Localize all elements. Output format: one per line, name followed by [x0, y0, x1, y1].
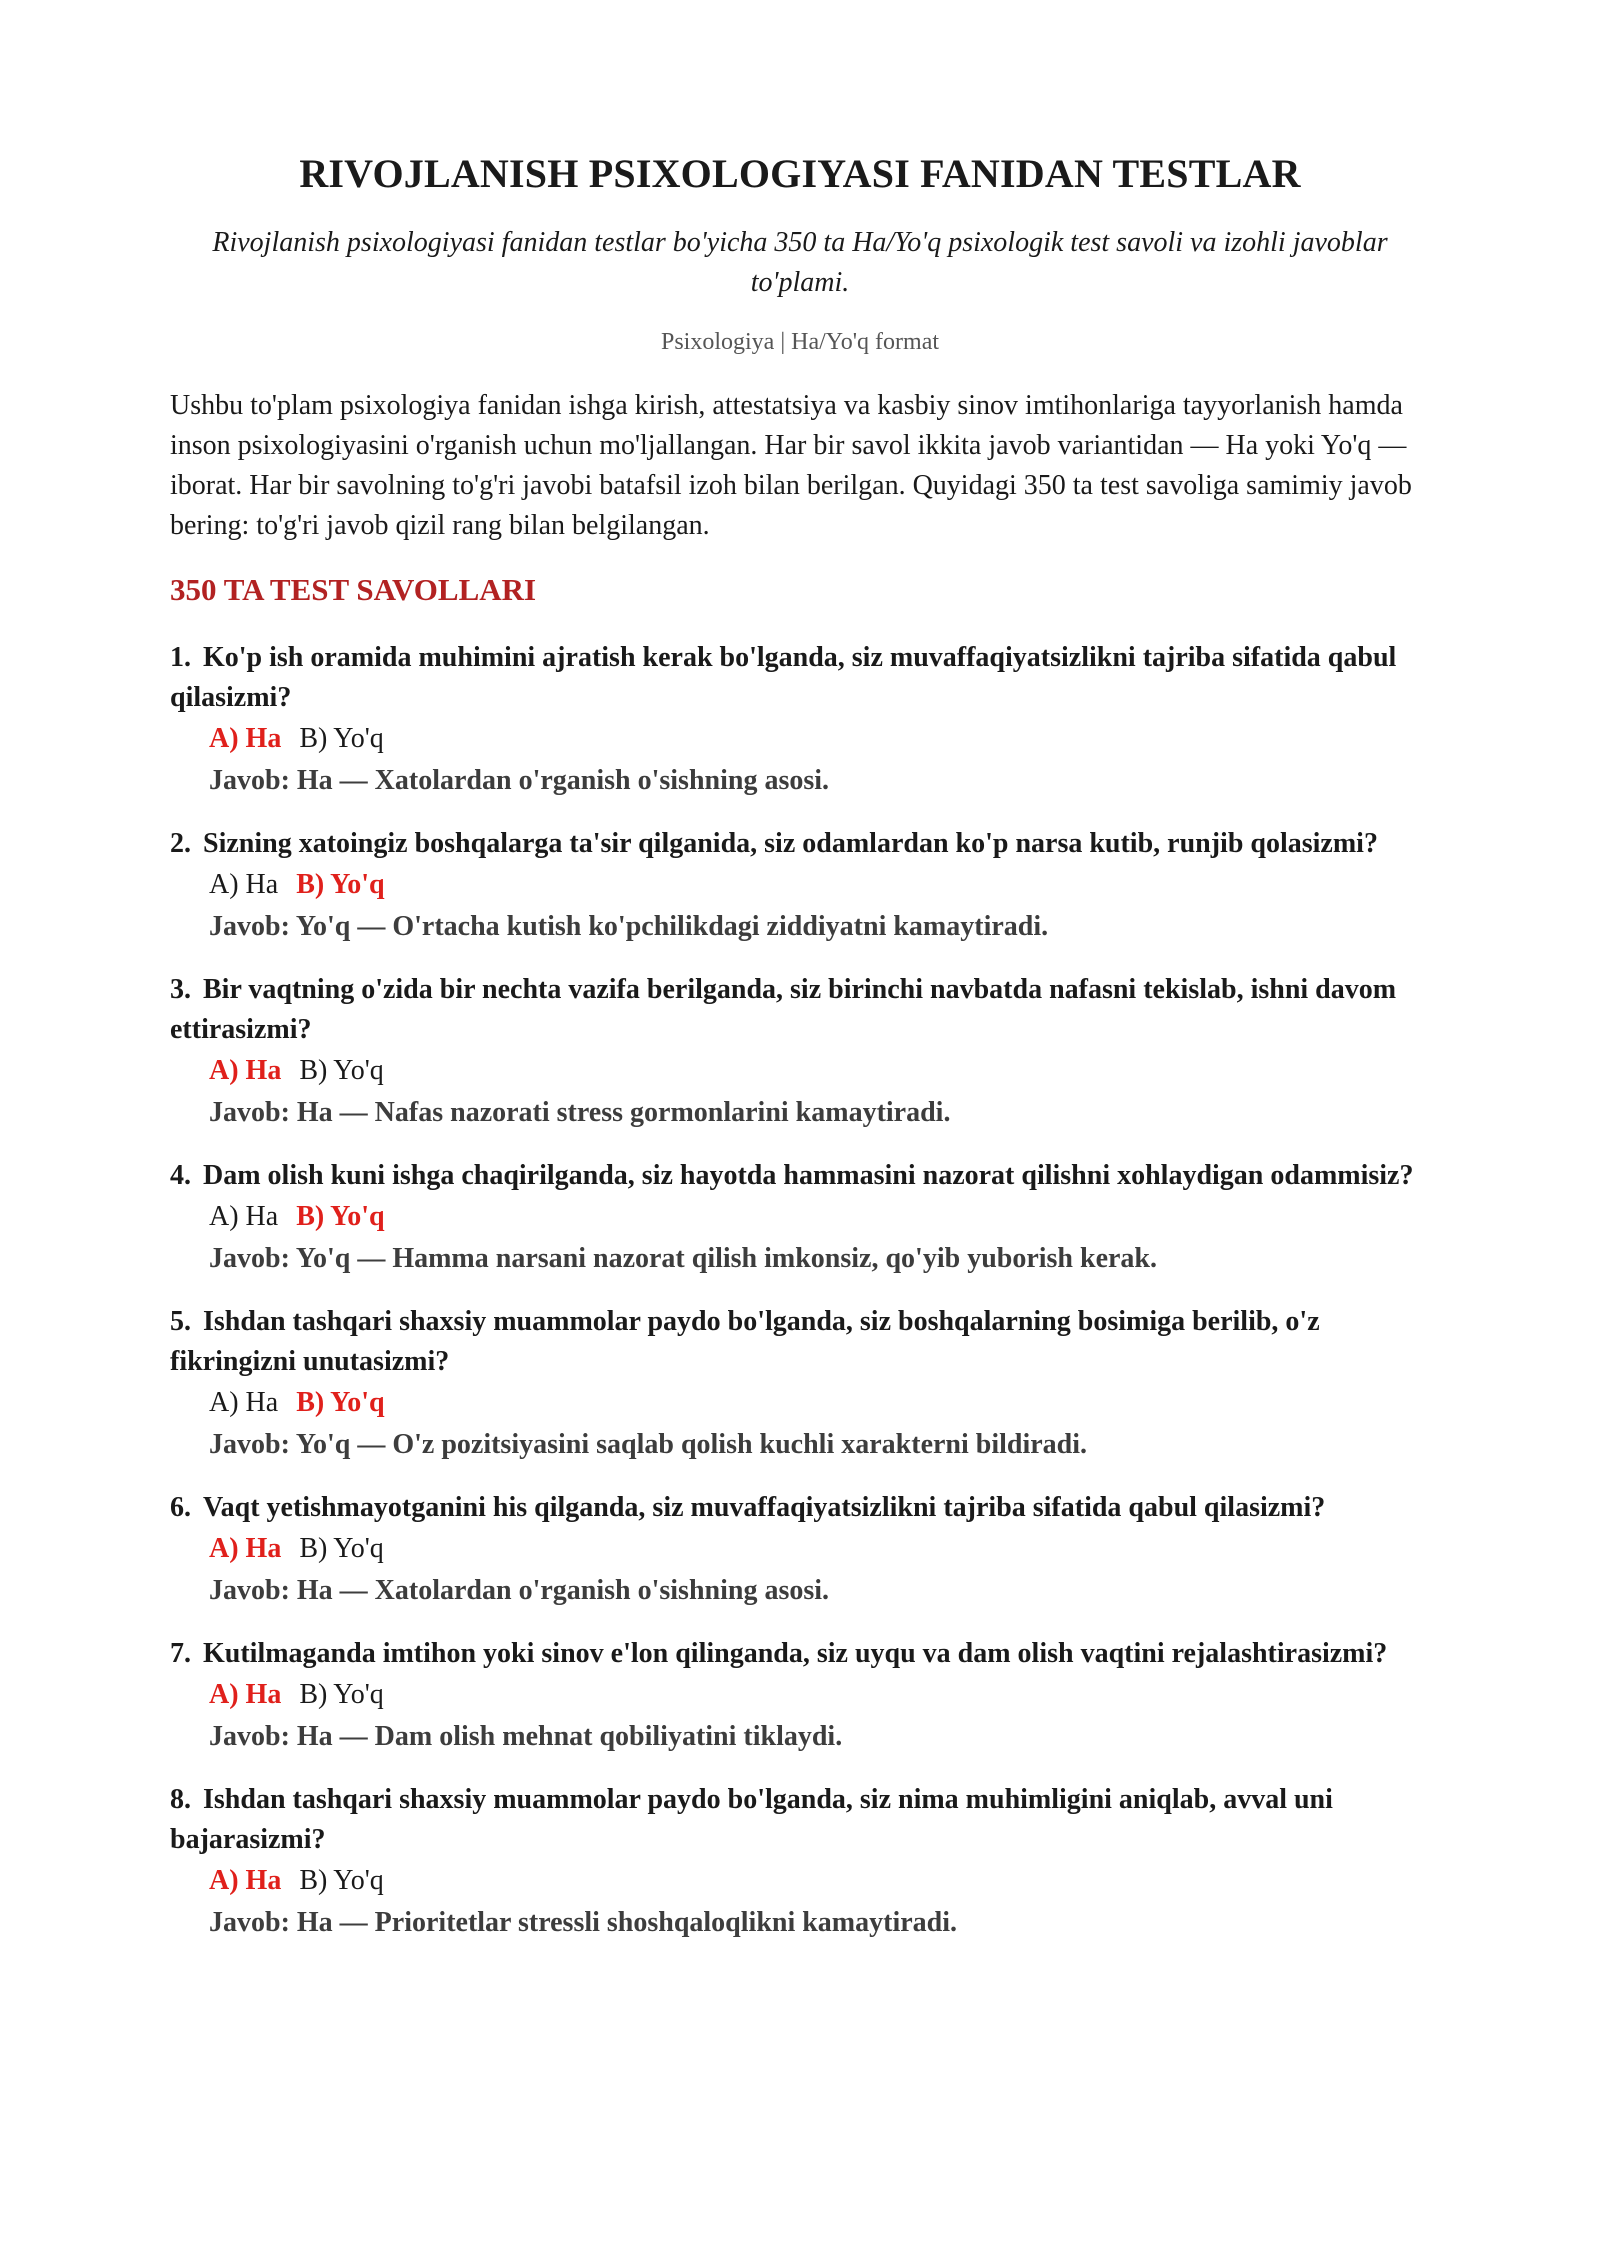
question-number: 1.: [170, 642, 191, 673]
answer-options: [170, 1050, 1430, 1092]
option-b: B) Yo'q: [299, 1055, 384, 1086]
question-number: 8.: [170, 1784, 191, 1815]
question-body: Ishdan tashqari shaxsiy muammolar paydo bo'lganda, siz boshqalarning bosimiga berilib, o'z fikringizni unutasizmi?: [170, 1306, 1320, 1377]
option-b: B) Yo'q: [299, 1865, 384, 1896]
option-a: A) Ha: [209, 869, 279, 900]
option-a: A) Ha: [209, 1865, 282, 1896]
answer-explanation: Javob: Ha — Dam olish mehnat qobiliyatini tiklaydi.: [209, 1721, 843, 1752]
question-item: [170, 1302, 1430, 1466]
question-body: Vaqt yetishmayotganini his qilganda, siz muvaffaqiyatsizlikni tajriba sifatida qabul qilasizmi?: [203, 1492, 1326, 1523]
answer-explanation: Javob: Yo'q — O'rtacha kutish ko'pchilikdagi ziddiyatni kamaytiradi.: [209, 911, 1049, 942]
question-text: [170, 824, 1430, 864]
question-item: [170, 824, 1430, 948]
option-a: A) Ha: [209, 1201, 279, 1232]
question-number: 2.: [170, 828, 191, 859]
option-b: B) Yo'q: [299, 723, 384, 754]
document-subtitle: Rivojlanish psixologiyasi fanidan testlar bo'yicha 350 ta Ha/Yo'q psixologik test savoli va izohli javoblar to'plami.: [212, 227, 1388, 298]
question-text: [170, 1302, 1430, 1382]
section-heading: 350 TA TEST SAVOLLARI: [170, 572, 537, 607]
question-text: [170, 970, 1430, 1050]
option-b: B) Yo'q: [299, 1679, 384, 1710]
option-a: A) Ha: [209, 723, 282, 754]
option-a: A) Ha: [209, 1055, 282, 1086]
question-item: [170, 1634, 1430, 1758]
question-item: [170, 970, 1430, 1134]
answer-options: [170, 1196, 1430, 1238]
document-meta: Psixologiya | Ha/Yo'q format: [660, 329, 940, 355]
question-text: [170, 1634, 1430, 1674]
answer-explanation: Javob: Ha — Nafas nazorati stress gormonlarini kamaytiradi.: [209, 1097, 951, 1128]
answer-options: [170, 864, 1430, 906]
document-title: RIVOJLANISH PSIXOLOGIYASI FANIDAN TESTLAR: [299, 151, 1301, 196]
question-item: [170, 1780, 1430, 1944]
answer-explanation: Javob: Yo'q — Hamma narsani nazorat qilish imkonsiz, qo'yib yuborish kerak.: [209, 1243, 1158, 1274]
option-a: A) Ha: [209, 1533, 282, 1564]
answer-options: [170, 1528, 1430, 1570]
question-text: [170, 638, 1430, 718]
question-text: [170, 1156, 1430, 1196]
question-item: [170, 1156, 1430, 1280]
answer-explanation: Javob: Ha — Xatolardan o'rganish o'sishning asosi.: [209, 765, 830, 796]
question-number: 4.: [170, 1160, 191, 1191]
option-b: B) Yo'q: [296, 1387, 385, 1418]
answer-explanation: Javob: Ha — Prioritetlar stressli shoshqaloqlikni kamaytiradi.: [209, 1907, 958, 1938]
question-body: Bir vaqtning o'zida bir nechta vazifa berilganda, siz birinchi navbatda nafasni tekislab, ishni davom ettirasizmi?: [170, 974, 1397, 1045]
question-item: [170, 638, 1430, 802]
option-b: B) Yo'q: [296, 869, 385, 900]
option-a: A) Ha: [209, 1387, 279, 1418]
question-text: [170, 1488, 1430, 1528]
answer-options: [170, 1382, 1430, 1424]
answer-options: [170, 1674, 1430, 1716]
question-body: Ko'p ish oramida muhimini ajratish kerak bo'lganda, siz muvaffaqiyatsizlikni tajriba sifatida qabul qilasizmi?: [170, 642, 1397, 713]
intro-paragraph: Ushbu to'plam psixologiya fanidan ishga kirish, attestatsiya va kasbiy sinov imtihonlariga tayyorlanish hamda inson psixologiyasini o'rganish uchun mo'ljallangan. Har bir savol ikkita javob variantidan — Ha yoki Yo'q — iborat. Har bir savolning to'g'ri javobi batafsil izoh bilan berilgan. Quyidagi 350 ta test savoliga samimiy javob bering: to'g'ri javob qizil rang bilan belgilangan.: [170, 390, 1412, 541]
question-text: [170, 1780, 1430, 1860]
question-number: 3.: [170, 974, 191, 1005]
answer-options: [170, 1860, 1430, 1902]
question-body: Dam olish kuni ishga chaqirilganda, siz hayotda hammasini nazorat qilishni xohlaydigan odammisiz?: [203, 1160, 1414, 1191]
question-number: 7.: [170, 1638, 191, 1669]
question-number: 5.: [170, 1306, 191, 1337]
question-body: Kutilmaganda imtihon yoki sinov e'lon qilinganda, siz uyqu va dam olish vaqtini rejalashtirasizmi?: [203, 1638, 1388, 1669]
question-list: [170, 638, 1430, 1944]
option-b: B) Yo'q: [299, 1533, 384, 1564]
question-item: [170, 1488, 1430, 1612]
option-a: A) Ha: [209, 1679, 282, 1710]
option-b: B) Yo'q: [296, 1201, 385, 1232]
question-body: Ishdan tashqari shaxsiy muammolar paydo bo'lganda, siz nima muhimligini aniqlab, avval uni bajarasizmi?: [170, 1784, 1333, 1855]
answer-explanation: Javob: Yo'q — O'z pozitsiyasini saqlab qolish kuchli xarakterni bildiradi.: [209, 1429, 1088, 1460]
answer-explanation: Javob: Ha — Xatolardan o'rganish o'sishning asosi.: [209, 1575, 830, 1606]
question-number: 6.: [170, 1492, 191, 1523]
answer-options: [170, 718, 1430, 760]
question-body: Sizning xatoingiz boshqalarga ta'sir qilganida, siz odamlardan ko'p narsa kutib, runjib qolasizmi?: [203, 828, 1378, 859]
